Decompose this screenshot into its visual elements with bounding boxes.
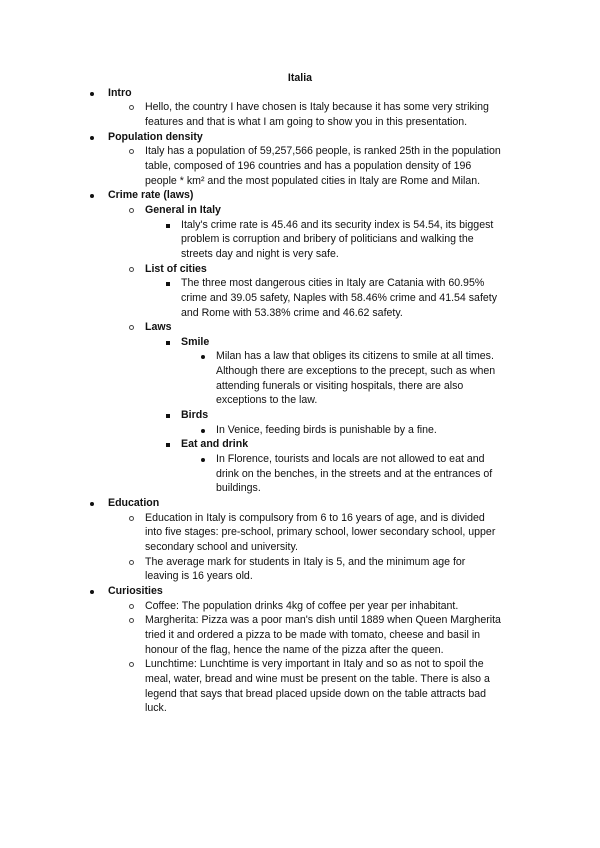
bullet: [166, 437, 170, 452]
hollow-circle-bullet-icon: [129, 325, 134, 330]
bullet: [90, 188, 94, 203]
list-item-text: Milan has a law that obliges its citizens to smile at all times. Although there are exceptions to the precept, such as when attending funerals or visiting hospitals, there are also exceptions to the law.: [216, 350, 496, 407]
list-item-text: Curiosities: [108, 584, 163, 597]
list-item-text: Intro: [108, 86, 132, 99]
list-item-text: Birds: [181, 409, 209, 422]
bullet: [129, 262, 134, 277]
list-item-text: The three most dangerous cities in Italy are Catania with 60.95% crime and 39.05 safety, Naples with 58.46% crime and 41.54 safety and Rome with 53.38% crime and 46.62 safety.: [181, 277, 498, 319]
list-item-text: Education: [108, 497, 160, 510]
bullet: [166, 335, 170, 350]
filled-circle-bullet-icon: [90, 590, 94, 594]
bullet: [90, 130, 94, 145]
list-heading: [0, 335, 501, 350]
bullet: [201, 452, 205, 467]
list-heading: [0, 86, 500, 101]
hollow-circle-bullet-icon: [129, 604, 134, 609]
bullet: [129, 613, 134, 628]
list-item: [0, 144, 501, 188]
list-item: [0, 452, 502, 496]
hollow-circle-bullet-icon: [129, 662, 134, 667]
list-heading: [0, 496, 500, 511]
list-heading: [0, 320, 501, 335]
list-item: [0, 613, 501, 657]
hollow-circle-bullet-icon: [129, 208, 134, 213]
square-bullet-icon: [166, 443, 170, 447]
list-item-text: Laws: [145, 321, 172, 334]
list-item: [0, 599, 501, 614]
bullet: [129, 203, 134, 218]
list-heading: [0, 130, 500, 145]
list-item: [0, 657, 501, 716]
list-item-text: Hello, the country I have chosen is Italy because it has some very striking features and that is what I am going to show you in this presentation.: [145, 101, 489, 128]
list-item-text: The average mark for students in Italy is 5, and the minimum age for leaving is 16 years old.: [145, 555, 466, 583]
filled-circle-bullet-icon: [90, 194, 94, 198]
list-heading: [0, 584, 500, 599]
bullet: [90, 496, 94, 511]
list-heading: [0, 408, 501, 423]
hollow-circle-bullet-icon: [129, 618, 134, 623]
filled-circle-bullet-icon: [90, 502, 94, 506]
list-item-text: In Venice, feeding birds is punishable by a fine.: [216, 423, 437, 436]
filled-circle-bullet-icon: [201, 429, 205, 433]
hollow-circle-bullet-icon: [129, 267, 134, 272]
filled-circle-bullet-icon: [90, 136, 94, 140]
list-item-text: Coffee: The population drinks 4kg of coffee per year per inhabitant.: [145, 599, 459, 612]
bullet: [166, 218, 170, 233]
hollow-circle-bullet-icon: [129, 560, 134, 565]
bullet: [129, 320, 134, 335]
bullet: [90, 584, 94, 599]
list-item: [0, 423, 502, 438]
bullet: [129, 555, 134, 570]
list-item-text: Lunchtime: Lunchtime is very important in Italy and so as not to spoil the meal, water, bread and wine must be present on the table. There is also a legend that says that bread placed upside down on the table attracts bad luck.: [145, 658, 490, 715]
filled-circle-bullet-icon: [90, 92, 94, 96]
list-item-text: In Florence, tourists and locals are not allowed to eat and drink on the benches, in the streets and at the entrances of buildings.: [216, 453, 493, 495]
document-title: Italia: [287, 72, 313, 84]
list-item-text: Population density: [108, 130, 203, 143]
list-item-text: Education in Italy is compulsory from 6 to 16 years of age, and is divided into five stages: pre-school, primary school, lower secondary school, upper secondary school and university.: [145, 511, 496, 553]
square-bullet-icon: [166, 224, 170, 228]
list-item: [0, 511, 501, 555]
list-item: [0, 100, 501, 129]
list-item: [0, 555, 501, 584]
list-item: [0, 218, 501, 262]
document-content: [0, 71, 600, 716]
bullet: [129, 599, 134, 614]
bullet: [201, 423, 205, 438]
filled-circle-bullet-icon: [201, 458, 205, 462]
list-heading: [0, 203, 501, 218]
list-heading: [0, 188, 500, 203]
hollow-circle-bullet-icon: [129, 516, 134, 521]
list-item: [0, 276, 501, 320]
list-item-text: General in Italy: [145, 203, 221, 216]
list-item-text: List of cities: [145, 262, 207, 275]
list-item-text: Eat and drink: [181, 438, 249, 451]
bullet: [166, 408, 170, 423]
list-item-text: Margherita: Pizza was a poor man's dish until 1889 when Queen Margherita tried it and ordered a pizza to be made with tomato, cheese and basil in honour of the flag, hence the name of the pizza after the queen.: [145, 614, 501, 656]
bullet: [129, 144, 134, 159]
list-item-text: Crime rate (laws): [108, 189, 194, 202]
bullet: [129, 100, 134, 115]
hollow-circle-bullet-icon: [129, 105, 134, 110]
bullet-list: [0, 86, 600, 716]
square-bullet-icon: [166, 341, 170, 345]
filled-circle-bullet-icon: [201, 355, 205, 359]
list-heading: [0, 262, 501, 277]
square-bullet-icon: [166, 414, 170, 418]
square-bullet-icon: [166, 282, 170, 286]
list-item-text: Italy's crime rate is 45.46 and its security index is 54.54, its biggest problem is corruption and bribery of politicians and walking the streets day and night is very safe.: [181, 218, 494, 260]
bullet: [129, 657, 134, 672]
list-item: [0, 349, 502, 408]
bullet: [129, 511, 134, 526]
bullet: [201, 349, 205, 364]
list-item-text: Italy has a population of 59,257,566 people, is ranked 25th in the population table, composed of 196 countries and has a population density of 196 people * km² and the most populated cities in Italy are Rome and Milan.: [145, 145, 501, 187]
hollow-circle-bullet-icon: [129, 149, 134, 154]
list-item-text: Smile: [181, 335, 210, 348]
list-heading: [0, 437, 501, 452]
bullet: [166, 276, 170, 291]
bullet: [90, 86, 94, 101]
